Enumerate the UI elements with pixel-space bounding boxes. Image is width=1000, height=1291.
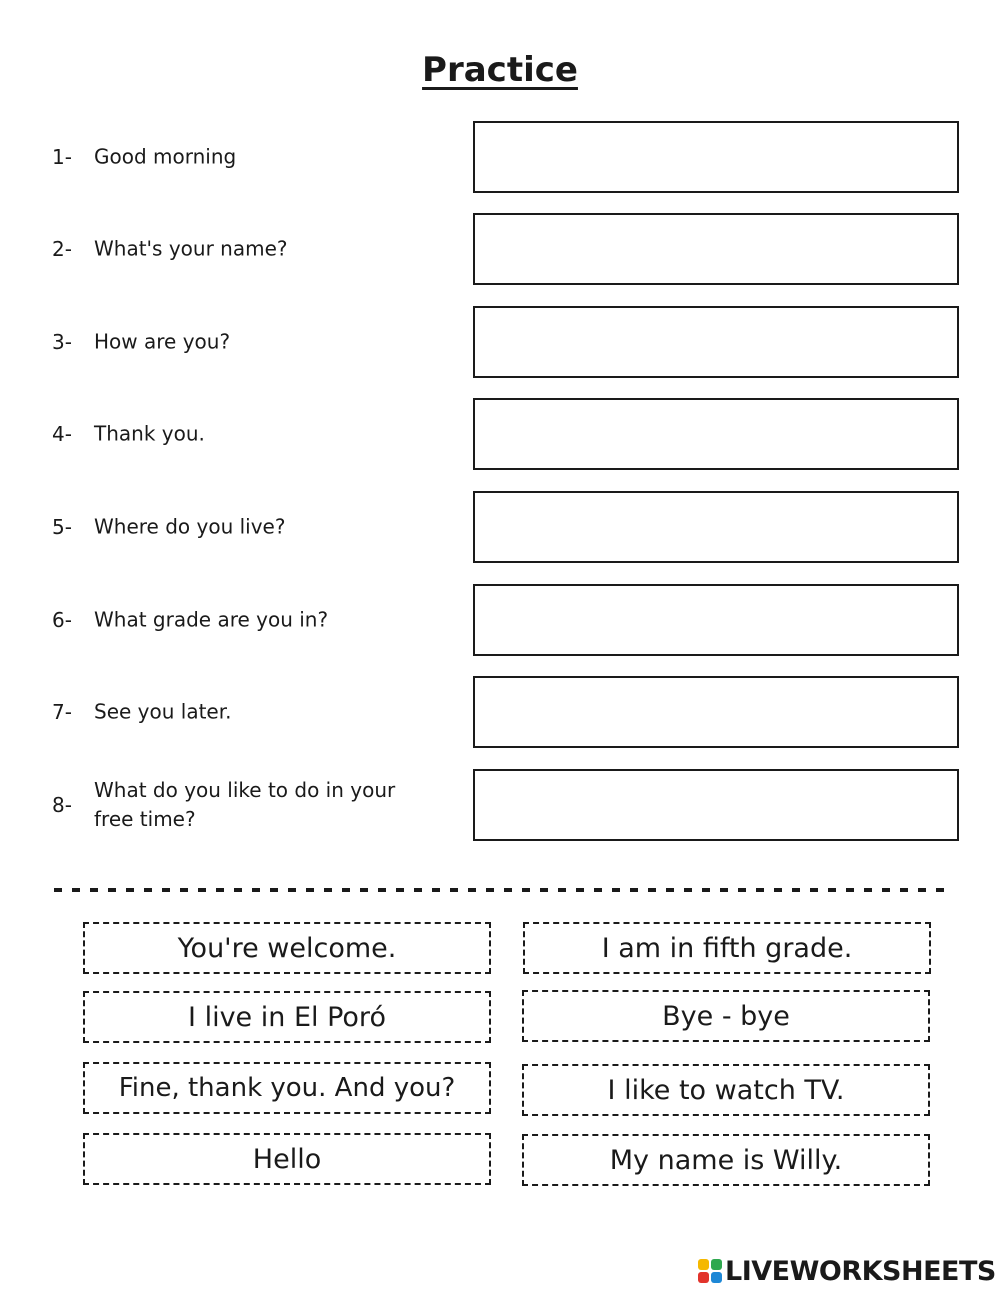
- answer-card[interactable]: I like to watch TV.: [522, 1064, 930, 1116]
- answer-drop-box[interactable]: [473, 584, 959, 656]
- question-number: 4-: [52, 422, 72, 446]
- question-text: How are you?: [94, 329, 231, 354]
- question-number: 1-: [52, 145, 72, 169]
- question-row: [0, 213, 1000, 285]
- logo-blocks-icon: [698, 1259, 722, 1283]
- question-row: [0, 121, 1000, 193]
- question-text: See you later.: [94, 699, 232, 724]
- question-row: [0, 769, 1000, 841]
- question-number: 7-: [52, 700, 72, 724]
- question-number: 5-: [52, 515, 72, 539]
- logo-block: [711, 1259, 722, 1270]
- page-title: Practice: [422, 50, 578, 90]
- question-number: 2-: [52, 237, 72, 261]
- question-text: What do you like to do in your free time?: [94, 778, 396, 831]
- question-row: [0, 584, 1000, 656]
- logo-block: [711, 1272, 722, 1283]
- question-text: Good morning: [94, 144, 237, 169]
- answer-drop-box[interactable]: [473, 306, 959, 378]
- answer-drop-box[interactable]: [473, 213, 959, 285]
- answer-card[interactable]: You're welcome.: [83, 922, 491, 974]
- answer-card[interactable]: Fine, thank you. And you?: [83, 1062, 491, 1114]
- logo-text: LIVEWORKSHEETS: [725, 1255, 996, 1287]
- answer-card[interactable]: Hello: [83, 1133, 491, 1185]
- question-text: What's your name?: [94, 236, 288, 261]
- answer-card[interactable]: Bye - bye: [522, 990, 930, 1042]
- liveworksheets-logo: [698, 1256, 996, 1286]
- dashed-divider: [54, 888, 952, 892]
- answer-drop-box[interactable]: [473, 769, 959, 841]
- question-row: [0, 676, 1000, 748]
- answer-card[interactable]: I live in El Poró: [83, 991, 491, 1043]
- question-number: 6-: [52, 608, 72, 632]
- question-row: [0, 398, 1000, 470]
- question-row: [0, 491, 1000, 563]
- logo-block: [698, 1272, 709, 1283]
- logo-block: [698, 1259, 709, 1270]
- question-number: 8-: [52, 793, 72, 817]
- answer-drop-box[interactable]: [473, 676, 959, 748]
- answer-drop-box[interactable]: [473, 491, 959, 563]
- question-row: [0, 306, 1000, 378]
- question-number: 3-: [52, 330, 72, 354]
- answer-card[interactable]: I am in fifth grade.: [523, 922, 931, 974]
- question-text: What grade are you in?: [94, 607, 329, 632]
- question-text: Thank you.: [94, 421, 205, 446]
- question-text: Where do you live?: [94, 514, 286, 539]
- answer-drop-box[interactable]: [473, 398, 959, 470]
- answer-card[interactable]: My name is Willy.: [522, 1134, 930, 1186]
- answer-drop-box[interactable]: [473, 121, 959, 193]
